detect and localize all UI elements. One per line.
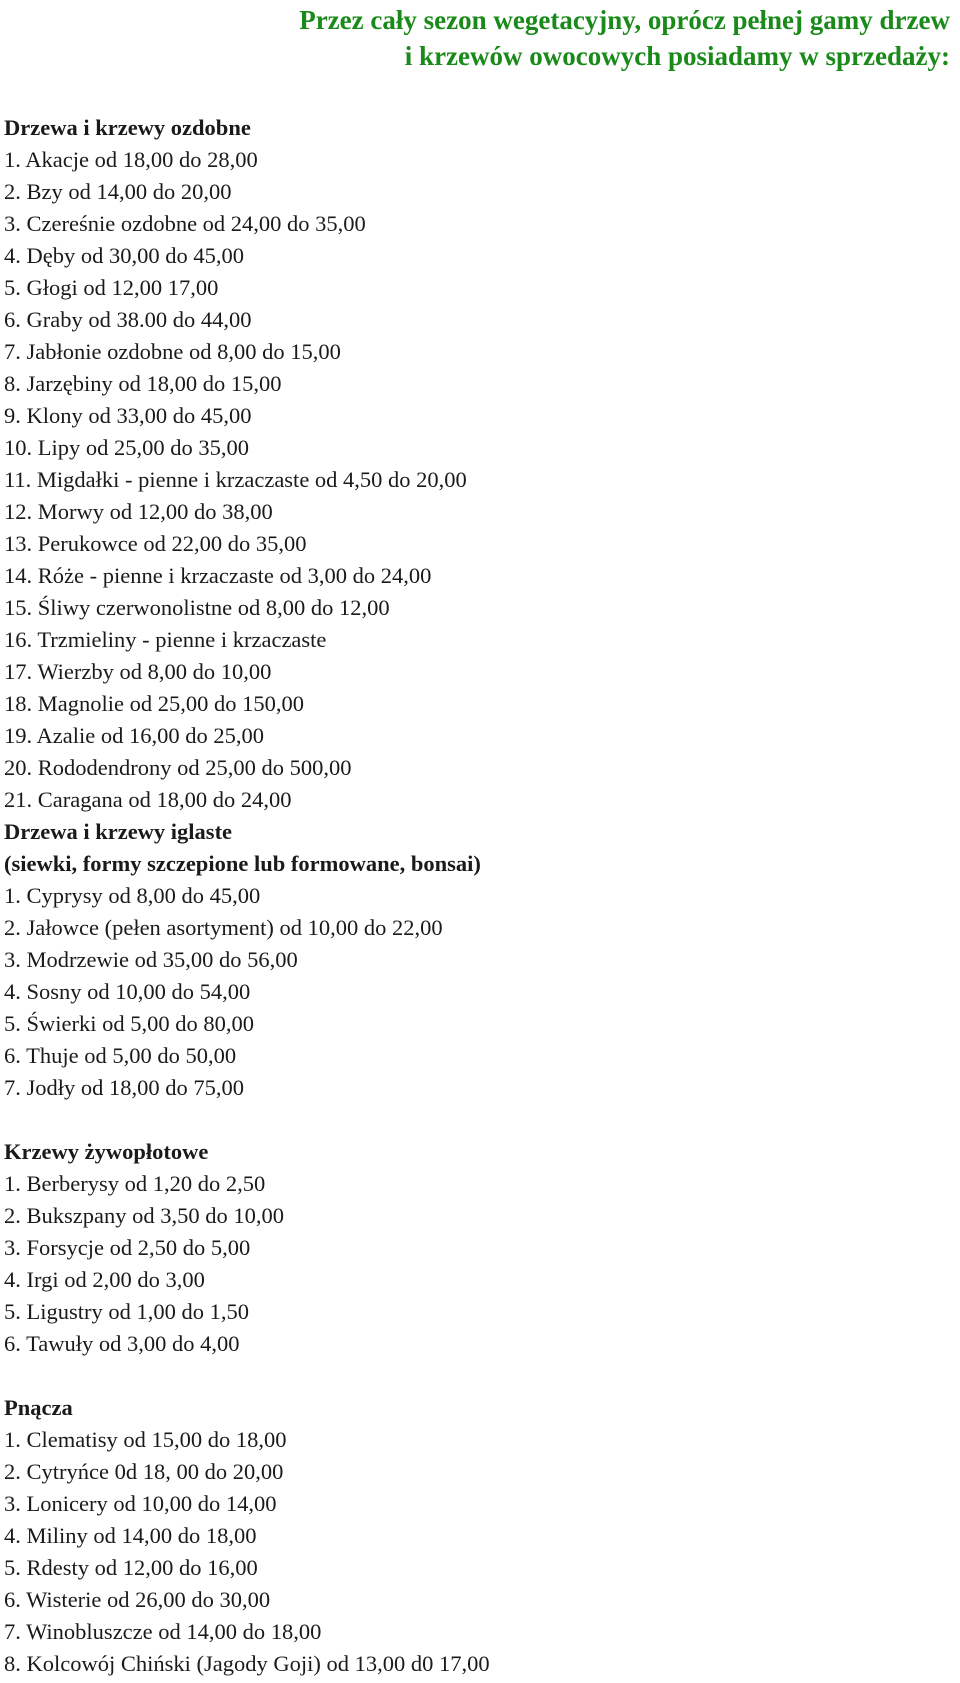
section-ornamental — [4, 112, 954, 816]
section-heading: Drzewa i krzewy iglaste — [4, 819, 233, 844]
list-item: 20. Rododendrony od 25,00 do 500,00 — [4, 755, 352, 780]
section-hedges — [4, 1136, 954, 1360]
page-title — [160, 2, 950, 74]
list-item: 2. Bzy od 14,00 do 20,00 — [4, 179, 232, 204]
list-item: 1. Clematisy od 15,00 do 18,00 — [4, 1427, 287, 1452]
section-heading: Krzewy żywopłotowe — [4, 1139, 209, 1164]
list-item: 3. Forsycje od 2,50 do 5,00 — [4, 1235, 251, 1260]
title-line-1: Przez cały sezon wegetacyjny, oprócz pełnej gamy drzew — [299, 5, 950, 35]
list-item: 3. Modrzewie od 35,00 do 56,00 — [4, 947, 298, 972]
list-item: 7. Jodły od 18,00 do 75,00 — [4, 1075, 245, 1100]
list-item: 17. Wierzby od 8,00 do 10,00 — [4, 659, 272, 684]
list-item: 16. Trzmieliny - pienne i krzaczaste — [4, 627, 327, 652]
list-item: 6. Wisterie od 26,00 do 30,00 — [4, 1587, 271, 1612]
list-item: 1. Akacje od 18,00 do 28,00 — [4, 147, 258, 172]
list-item: 7. Winobluszcze od 14,00 do 18,00 — [4, 1619, 322, 1644]
list-item: 1. Cyprysy od 8,00 do 45,00 — [4, 883, 261, 908]
list-item: 9. Klony od 33,00 do 45,00 — [4, 403, 252, 428]
title-line-2: i krzewów owocowych posiadamy w sprzedaży: — [404, 41, 950, 71]
list-item: 2. Cytryńce 0d 18, 00 do 20,00 — [4, 1459, 284, 1484]
list-item: 8. Jarzębiny od 18,00 do 15,00 — [4, 371, 282, 396]
list-item: 18. Magnolie od 25,00 do 150,00 — [4, 691, 304, 716]
section-spacer — [4, 1104, 954, 1136]
list-item: 5. Rdesty od 12,00 do 16,00 — [4, 1555, 258, 1580]
list-item: 3. Czereśnie ozdobne od 24,00 do 35,00 — [4, 211, 366, 236]
list-item: 2. Jałowce (pełen asortyment) od 10,00 do 22,00 — [4, 915, 443, 940]
list-item: 4. Miliny od 14,00 do 18,00 — [4, 1523, 257, 1548]
list-item: 14. Róże - pienne i krzaczaste od 3,00 do 24,00 — [4, 563, 432, 588]
list-item: 5. Ligustry od 1,00 do 1,50 — [4, 1299, 249, 1324]
list-item: 7. Jabłonie ozdobne od 8,00 do 15,00 — [4, 339, 341, 364]
list-item: 4. Dęby od 30,00 do 45,00 — [4, 243, 244, 268]
section-conifers — [4, 816, 954, 1104]
list-item: 2. Bukszpany od 3,50 do 10,00 — [4, 1203, 284, 1228]
list-item: 6. Thuje od 5,00 do 50,00 — [4, 1043, 237, 1068]
list-item: 1. Berberysy od 1,20 do 2,50 — [4, 1171, 266, 1196]
list-item: 5. Świerki od 5,00 do 80,00 — [4, 1011, 254, 1036]
list-item: 4. Sosny od 10,00 do 54,00 — [4, 979, 251, 1004]
list-item: 21. Caragana od 18,00 do 24,00 — [4, 787, 292, 812]
list-item: 19. Azalie od 16,00 do 25,00 — [4, 723, 264, 748]
list-item: 12. Morwy od 12,00 do 38,00 — [4, 499, 273, 524]
section-subheading: (siewki, formy szczepione lub formowane, bonsai) — [4, 851, 481, 876]
section-climbers — [4, 1392, 954, 1680]
section-heading: Pnącza — [4, 1395, 73, 1420]
section-heading: Drzewa i krzewy ozdobne — [4, 115, 251, 140]
list-item: 13. Perukowce od 22,00 do 35,00 — [4, 531, 307, 556]
list-item: 8. Kolcowój Chiński (Jagody Goji) od 13,00 d0 17,00 — [4, 1651, 490, 1676]
list-item: 3. Lonicery od 10,00 do 14,00 — [4, 1491, 277, 1516]
list-item: 6. Tawuły od 3,00 do 4,00 — [4, 1331, 240, 1356]
price-list — [4, 112, 954, 1680]
list-item: 15. Śliwy czerwonolistne od 8,00 do 12,00 — [4, 595, 390, 620]
section-spacer — [4, 1360, 954, 1392]
list-item: 6. Graby od 38.00 do 44,00 — [4, 307, 252, 332]
list-item: 4. Irgi od 2,00 do 3,00 — [4, 1267, 205, 1292]
list-item: 10. Lipy od 25,00 do 35,00 — [4, 435, 249, 460]
list-item: 5. Głogi od 12,00 17,00 — [4, 275, 219, 300]
list-item: 11. Migdałki - pienne i krzaczaste od 4,50 do 20,00 — [4, 467, 467, 492]
